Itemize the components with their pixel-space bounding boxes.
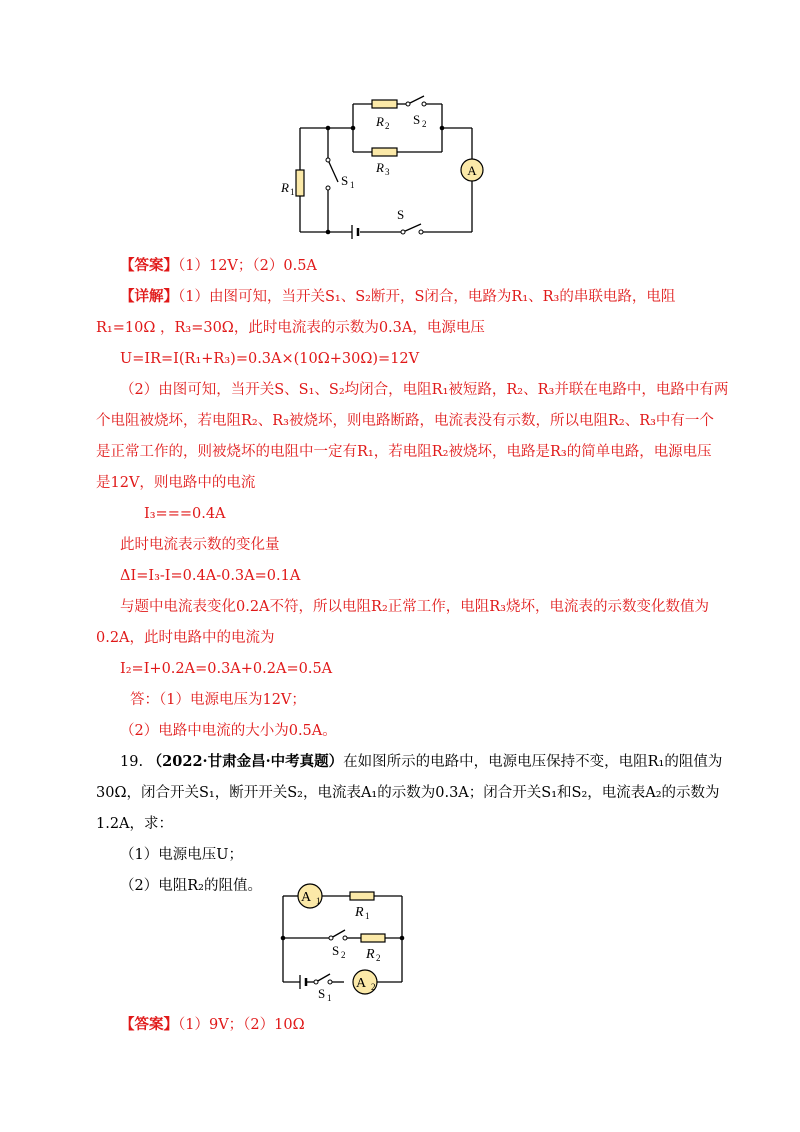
answer-line-2	[120, 1015, 305, 1035]
c2-r2-sub: 2	[376, 953, 381, 963]
question-text-1: 在如图所示的电路中，电源电压保持不变，电阻R₁的阻值为	[343, 754, 723, 770]
detail-line-9: 此时电流表示数的变化量	[120, 537, 280, 553]
answer-line-1	[120, 256, 317, 276]
s1-label: S	[341, 173, 349, 188]
c2-r1-sub: 1	[365, 911, 370, 921]
a1-sub: 1	[316, 896, 321, 906]
detail-line-5: 个电阻被烧坏，若电阻R₂、R₃被烧坏，则电路断路，电流表没有示数，所以电阻R₂、R₃中有一个	[96, 413, 714, 429]
resistor-r1	[296, 170, 304, 196]
detail-text-1: （1）由图可知，当开关S₁、S₂断开，S闭合，电路为R₁、R₃的串联电路，电阻	[178, 289, 676, 305]
r1-sub: 1	[290, 187, 295, 197]
answer-2-label: 【答案】	[120, 1016, 178, 1033]
detail-line-11: 与题中电流表变化0.2A不符，所以电阻R₂正常工作，电阻R₃烧坏，电流表的示数变化数值为	[120, 599, 709, 615]
question-19-line-4: （1）电源电压U；	[120, 847, 243, 863]
detail-label: 【详解】	[120, 288, 178, 305]
s2-label: S	[413, 112, 421, 127]
detail-line-12: 0.2A，此时电路中的电流为	[96, 630, 275, 646]
a1-label: A	[300, 890, 312, 905]
question-source: （2022·甘肃金昌·中考真题）	[147, 753, 344, 770]
detail-line-15: （2）电路中电流的大小为0.5A。	[120, 723, 337, 739]
resistor-r2	[372, 100, 397, 108]
s1-sub: 1	[350, 180, 355, 190]
answer-label: 【答案】	[120, 257, 178, 274]
detail-line-10: ΔI=I₃-I=0.4A-0.3A=0.1A	[120, 568, 301, 584]
c2-s2-sub: 2	[341, 950, 346, 960]
r1-label: R	[281, 180, 289, 195]
resistor-r1-2	[350, 892, 374, 900]
r2-sub: 2	[385, 121, 390, 131]
s2-sub: 2	[422, 119, 427, 129]
detail-line-4: （2）由图可知，当开关S、S₁、S₂均闭合，电阻R₁被短路，R₂、R₃并联在电路中，电路中有两	[120, 382, 729, 398]
detail-line-7: 是12V，则电路中的电流	[96, 475, 256, 491]
detail-line-3: U=IR=I(R₁+R₃)=0.3A×(10Ω+30Ω)=12V	[120, 351, 420, 367]
question-19-line-3: 1.2A，求：	[96, 816, 174, 832]
ammeter-label: A	[467, 163, 477, 178]
detail-line-6: 是正常工作的，则被烧坏的电阻中一定有R₁，若电阻R₂被烧坏，电路是R₃的简单电路，电源电压	[96, 444, 712, 460]
a2-sub: 2	[371, 982, 376, 992]
r3-label: R	[376, 160, 384, 175]
circuit-diagram-2	[270, 880, 420, 1005]
question-19-line-5: （2）电阻R₂的阻值。	[120, 878, 262, 894]
resistor-r2-2	[361, 934, 385, 942]
c2-s1-label: S	[318, 986, 326, 1001]
detail-line-1	[120, 287, 675, 307]
r2-label: R	[376, 114, 384, 129]
detail-line-2: R₁=10Ω ，R₃=30Ω，此时电流表的示数为0.3A，电源电压	[96, 320, 485, 336]
detail-line-14: 答：（1）电源电压为12V；	[130, 692, 306, 708]
c2-s2-label: S	[332, 943, 340, 958]
question-19-line-2: 30Ω，闭合开关S₁，断开开关S₂，电流表A₁的示数为0.3A；闭合开关S₁和S₂，电流表A₂的示数为	[96, 785, 720, 801]
c2-r2-label: R	[366, 947, 375, 962]
detail-line-8: I₃===0.4A	[144, 506, 226, 522]
detail-line-13: I₂=I+0.2A=0.3A+0.2A=0.5A	[120, 661, 333, 677]
r3-sub: 3	[385, 167, 390, 177]
circuit-diagram-1	[270, 88, 500, 248]
answer-2-text: （1）9V；（2）10Ω	[178, 1017, 305, 1033]
resistor-r3	[372, 148, 397, 156]
question-19-line-1	[120, 752, 722, 772]
question-number: 19.	[120, 754, 144, 770]
a2-label: A	[355, 976, 367, 991]
c2-s1-sub: 1	[327, 993, 332, 1003]
answer-text: （1）12V；（2）0.5A	[178, 258, 317, 274]
c2-r1-label: R	[355, 905, 364, 920]
s-label: S	[397, 207, 405, 222]
